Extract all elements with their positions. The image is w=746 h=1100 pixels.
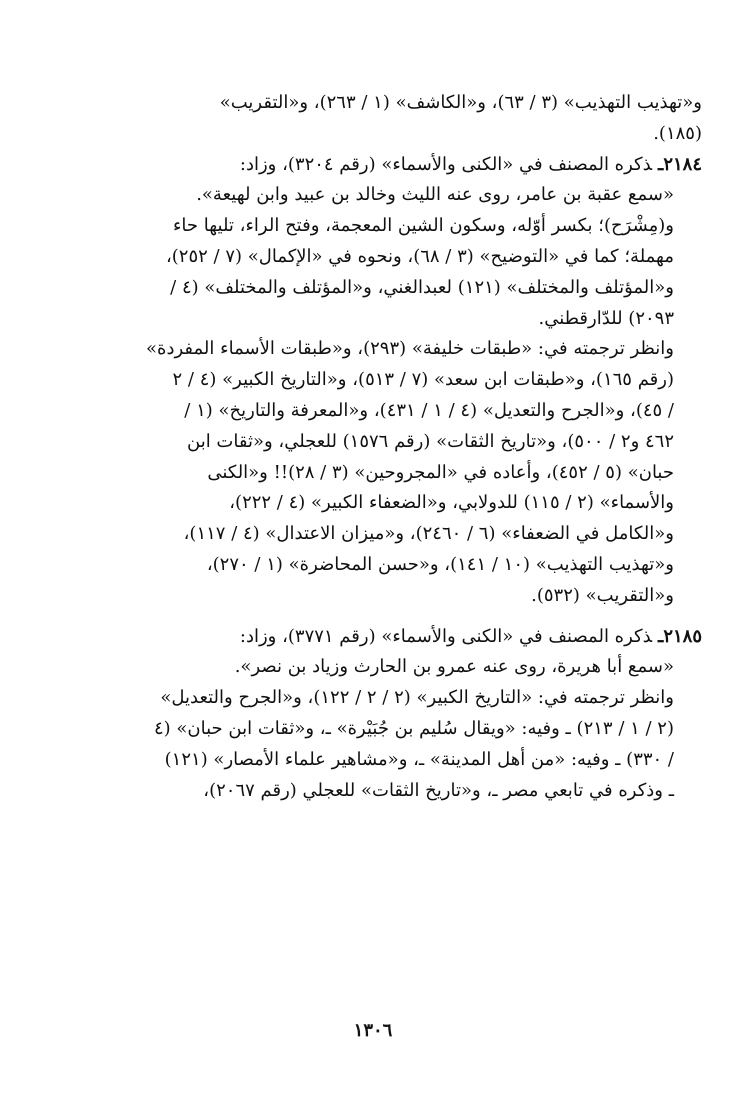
text-line: «سمع أبا هريرة، روى عنه عمرو بن الحارث وزياد بن نصر». xyxy=(234,656,674,678)
text-line: ٤٦٢ و٢ / ٥٠٠)، و«تاريخ الثقات» (رقم ١٥٧٦) للعجلي، و«ثقات ابن xyxy=(187,430,674,452)
entry-head-text: ذكره المصنف في «الكنى والأسماء» (رقم ٣٢٠٤)، وزاد: xyxy=(239,153,653,175)
spacer xyxy=(92,612,702,622)
text-line: / ٣٣٠) ـ وفيه: «من أهل المدينة» ـ، و«مشاهير علماء الأمصار» (١٢١) xyxy=(164,748,674,770)
entry-head-text: ذكره المصنف في «الكنى والأسماء» (رقم ٣٧٧١)، وزاد: xyxy=(239,625,653,647)
entry-number: ٢١٨٤ـ xyxy=(658,153,702,175)
text-line: والأسماء» (٢ / ١١٥) للدولابي، و«الضعفاء الكبير» (٤ / ٢٢٢)، xyxy=(229,492,674,514)
text-line: / ٤٥)، و«الجرح والتعديل» (٤ / ١ / ٤٣١)، و«المعرفة والتاريخ» (١ / xyxy=(184,399,674,421)
entry-2184-head xyxy=(92,150,702,181)
text-line: حبان» (٥ / ٤٥٢)، وأعاده في «المجروحين» (٣ / ٢٨)!! و«الكنى xyxy=(207,461,674,483)
text-line: و«المؤتلف والمختلف» (١٢١) لعبدالغني، و«المؤتلف والمختلف» (٤ / xyxy=(170,276,674,298)
text-line: و«التقريب» (٥٣٢). xyxy=(531,584,674,606)
entry-number: ٢١٨٥ـ xyxy=(658,625,702,647)
text-line: و(مِشْرَح)؛ بكسر أوّله، وسكون الشين المعجمة، وفتح الراء، تليها حاء xyxy=(172,215,674,237)
text-line: «سمع عقبة بن عامر، روى عنه الليث وخالد بن عبيد وابن لهيعة». xyxy=(196,184,674,206)
text-line: (٢ / ١ / ٢١٣) ـ وفيه: «ويقال سُليم بن جُبَيْرة» ـ، و«ثقات ابن حبان» (٤ xyxy=(153,717,674,739)
text-line: و«تهذيب التهذيب» (١٠ / ١٤١)، و«حسن المحاضرة» (١ / ٢٧٠)، xyxy=(206,553,674,575)
text-line: مهملة؛ كما في «التوضيح» (٣ / ٦٨)، ونحوه في «الإكمال» (٧ / ٢٥٢)، xyxy=(165,245,674,267)
text-line: (١٨٥). xyxy=(653,122,702,144)
text-line: ـ وذكره في تابعي مصر ـ، و«تاريخ الثقات» للعجلي (رقم ٢٠٦٧)، xyxy=(203,779,674,801)
text-line: و«تهذيب التهذيب» (٣ / ٦٣)، و«الكاشف» (١ / ٢٦٣)، و«التقريب» xyxy=(219,92,702,113)
text-line: وانظر ترجمته في: «طبقات خليفة» (٢٩٣)، و«طبقات الأسماء المفردة» xyxy=(146,338,674,360)
entry-2185-head xyxy=(92,622,702,653)
page-body xyxy=(92,88,702,806)
page-number: ١٣٠٦ xyxy=(353,1020,393,1041)
text-line: وانظر ترجمته في: «التاريخ الكبير» (٢ / ٢ / ١٢٢)، و«الجرح والتعديل» xyxy=(160,687,674,709)
text-line: و«الكامل في الضعفاء» (٦ / ٢٤٦٠)، و«ميزان الاعتدال» (٤ / ١١٧)، xyxy=(183,523,674,545)
text-line: (رقم ١٦٥)، و«طبقات ابن سعد» (٧ / ٥١٣)، و«التاريخ الكبير» (٤ / ٢ xyxy=(172,369,674,391)
text-line: ٢٠٩٣) للدّارقطني. xyxy=(538,307,674,329)
